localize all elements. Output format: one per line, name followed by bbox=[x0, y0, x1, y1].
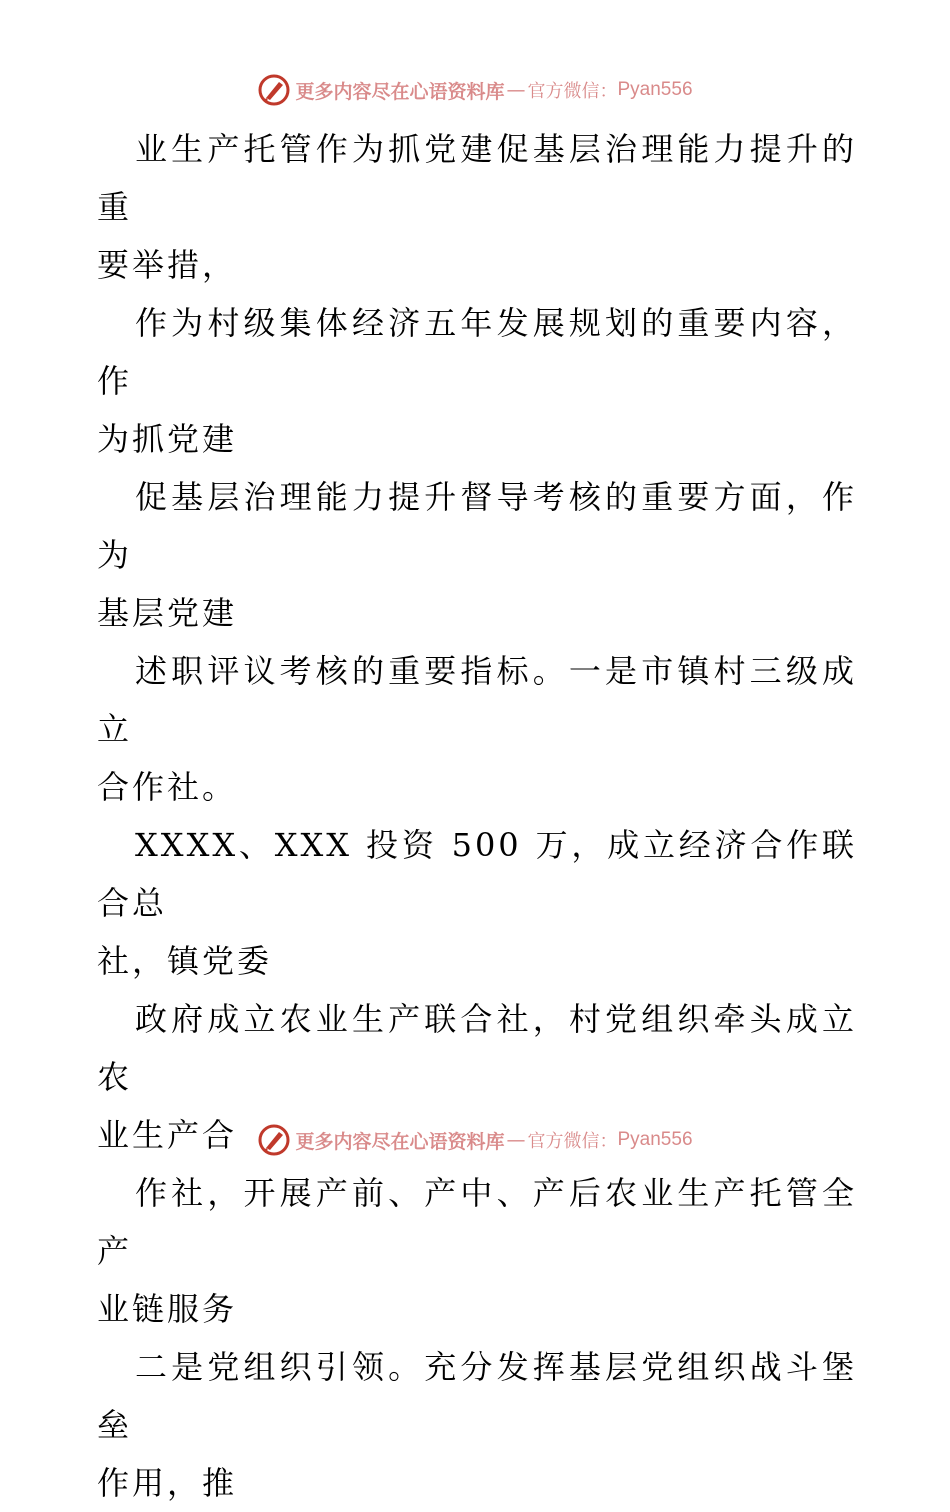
watermark-wechat-id: Pyan556 bbox=[617, 79, 693, 100]
paragraph: 作为村级集体经济五年发展规划的重要内容，作 为抓党建 bbox=[97, 304, 857, 458]
paragraph: 述职评议考核的重要指标。一是市镇村三级成立 合作社。 bbox=[97, 652, 857, 806]
watermark-wechat-label: 官方微信： bbox=[527, 1131, 618, 1152]
document-body bbox=[97, 120, 857, 1512]
header-watermark bbox=[0, 70, 950, 110]
paragraph: 作社，开展产前、产中、产后农业生产托管全产 业链服务 bbox=[97, 1174, 857, 1328]
watermark-wechat-id: Pyan556 bbox=[617, 1129, 693, 1150]
paragraph: XXXX、XXX 投资 500 万，成立经济合作联合总 社，镇党委 bbox=[97, 826, 857, 980]
paragraph: 促基层治理能力提升督导考核的重要方面，作为 基层党建 bbox=[97, 478, 857, 632]
footer-watermark bbox=[0, 1120, 950, 1160]
watermark-dash: — bbox=[506, 79, 526, 101]
watermark-brand: 更多内容尽在心语资料库 bbox=[295, 1130, 505, 1153]
watermark-dash: — bbox=[506, 1129, 526, 1151]
paragraph: 二是党组织引领。充分发挥基层党组织战斗堡垒 作用，推 bbox=[97, 1348, 857, 1502]
paragraph: 政府成立农业生产联合社，村党组织牵头成立农 业生产合 bbox=[97, 1000, 857, 1154]
pen-logo-icon bbox=[257, 73, 291, 107]
watermark-brand: 更多内容尽在心语资料库 bbox=[295, 80, 505, 103]
watermark-wechat-label: 官方微信： bbox=[527, 81, 618, 102]
pen-logo-icon bbox=[257, 1123, 291, 1157]
paragraph: 业生产托管作为抓党建促基层治理能力提升的重 要举措， bbox=[97, 130, 857, 284]
